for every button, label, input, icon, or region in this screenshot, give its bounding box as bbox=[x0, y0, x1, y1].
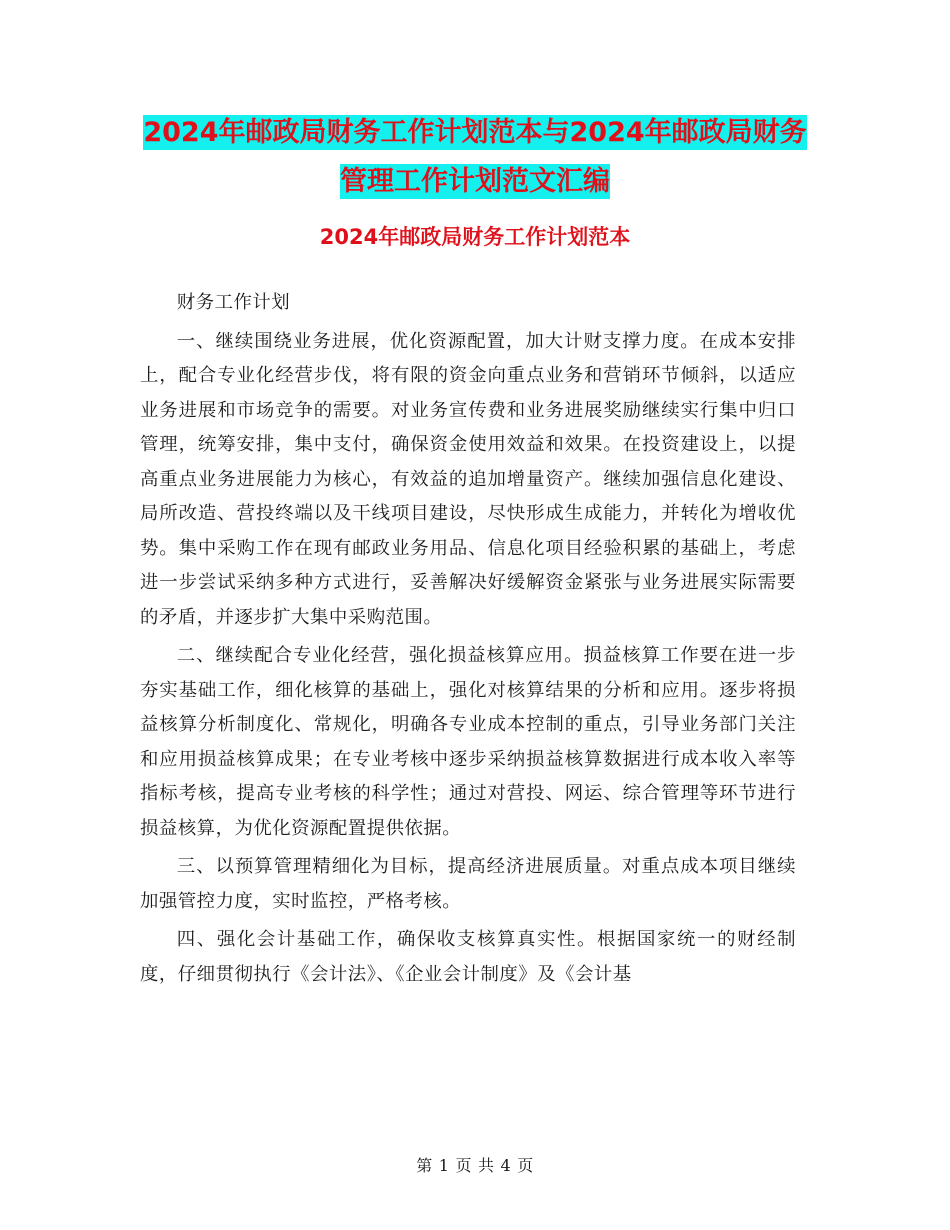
footer-page-unit: 页 bbox=[455, 1156, 472, 1175]
document-title-line-1: 2024年邮政局财务工作计划范本与2024年邮政局财务 bbox=[143, 117, 807, 148]
paragraph-4: 四、强化会计基础工作，确保收支核算真实性。根据国家统一的财经制度，仔细贯彻执行《会计法》、《企业会计制度》及《会计基 bbox=[140, 929, 796, 985]
paragraph-1: 一、继续围绕业务进展，优化资源配置，加大计财支撑力度。在成本安排上，配合专业化经营步伐，将有限的资金向重点业务和营销环节倾斜，以适应业务进展和市场竞争的需要。对业务宣传费和业务进展奖励继续实行集中归口管理，统筹安排，集中支付，确保资金使用效益和效果。在投资建设上，以提高重点业务进展能力为核心，有效益的追加增量资产。继续加强信息化建设、局所改造、营投终端以及干线项目建设，尽快形成生成能力，并转化为增收优势。集中采购工作在现有邮政业务用品、信息化项目经验积累的基础上，考虑进一步尝试采纳多种方式进行，妥善解决好缓解资金紧张与业务进展实际需要的矛盾，并逐步扩大集中采购范围。 bbox=[140, 330, 796, 628]
document-body bbox=[140, 286, 796, 996]
document-title bbox=[140, 108, 810, 206]
footer-total-unit: 页 bbox=[517, 1156, 534, 1175]
section-title: 2024年邮政局财务工作计划范本 bbox=[319, 225, 631, 249]
footer-page-number: 1 bbox=[438, 1156, 450, 1175]
footer-page-label: 第 bbox=[416, 1156, 433, 1175]
footer-total-label: 共 bbox=[478, 1156, 495, 1175]
paragraph-2: 二、继续配合专业化经营，强化损益核算应用。损益核算工作要在进一步夯实基础工作，细化核算的基础上，强化对核算结果的分析和应用。逐步将损益核算分析制度化、常规化，明确各专业成本控制的重点，引导业务部门关注和应用损益核算成果；在专业考核中逐步采纳损益核算数据进行成本收入率等指标考核，提高专业考核的科学性；通过对营投、网运、综合管理等环节进行损益核算，为优化资源配置提供依据。 bbox=[140, 645, 796, 839]
footer-total-pages: 4 bbox=[500, 1156, 512, 1175]
paragraph-heading: 财务工作计划 bbox=[176, 292, 291, 313]
paragraph-3: 三、以预算管理精细化为目标，提高经济进展质量。对重点成本项目继续加强管控力度，实时监控，严格考核。 bbox=[140, 856, 796, 912]
page-footer bbox=[0, 1156, 950, 1176]
document-title-line-2: 管理工作计划范文汇编 bbox=[340, 166, 610, 197]
